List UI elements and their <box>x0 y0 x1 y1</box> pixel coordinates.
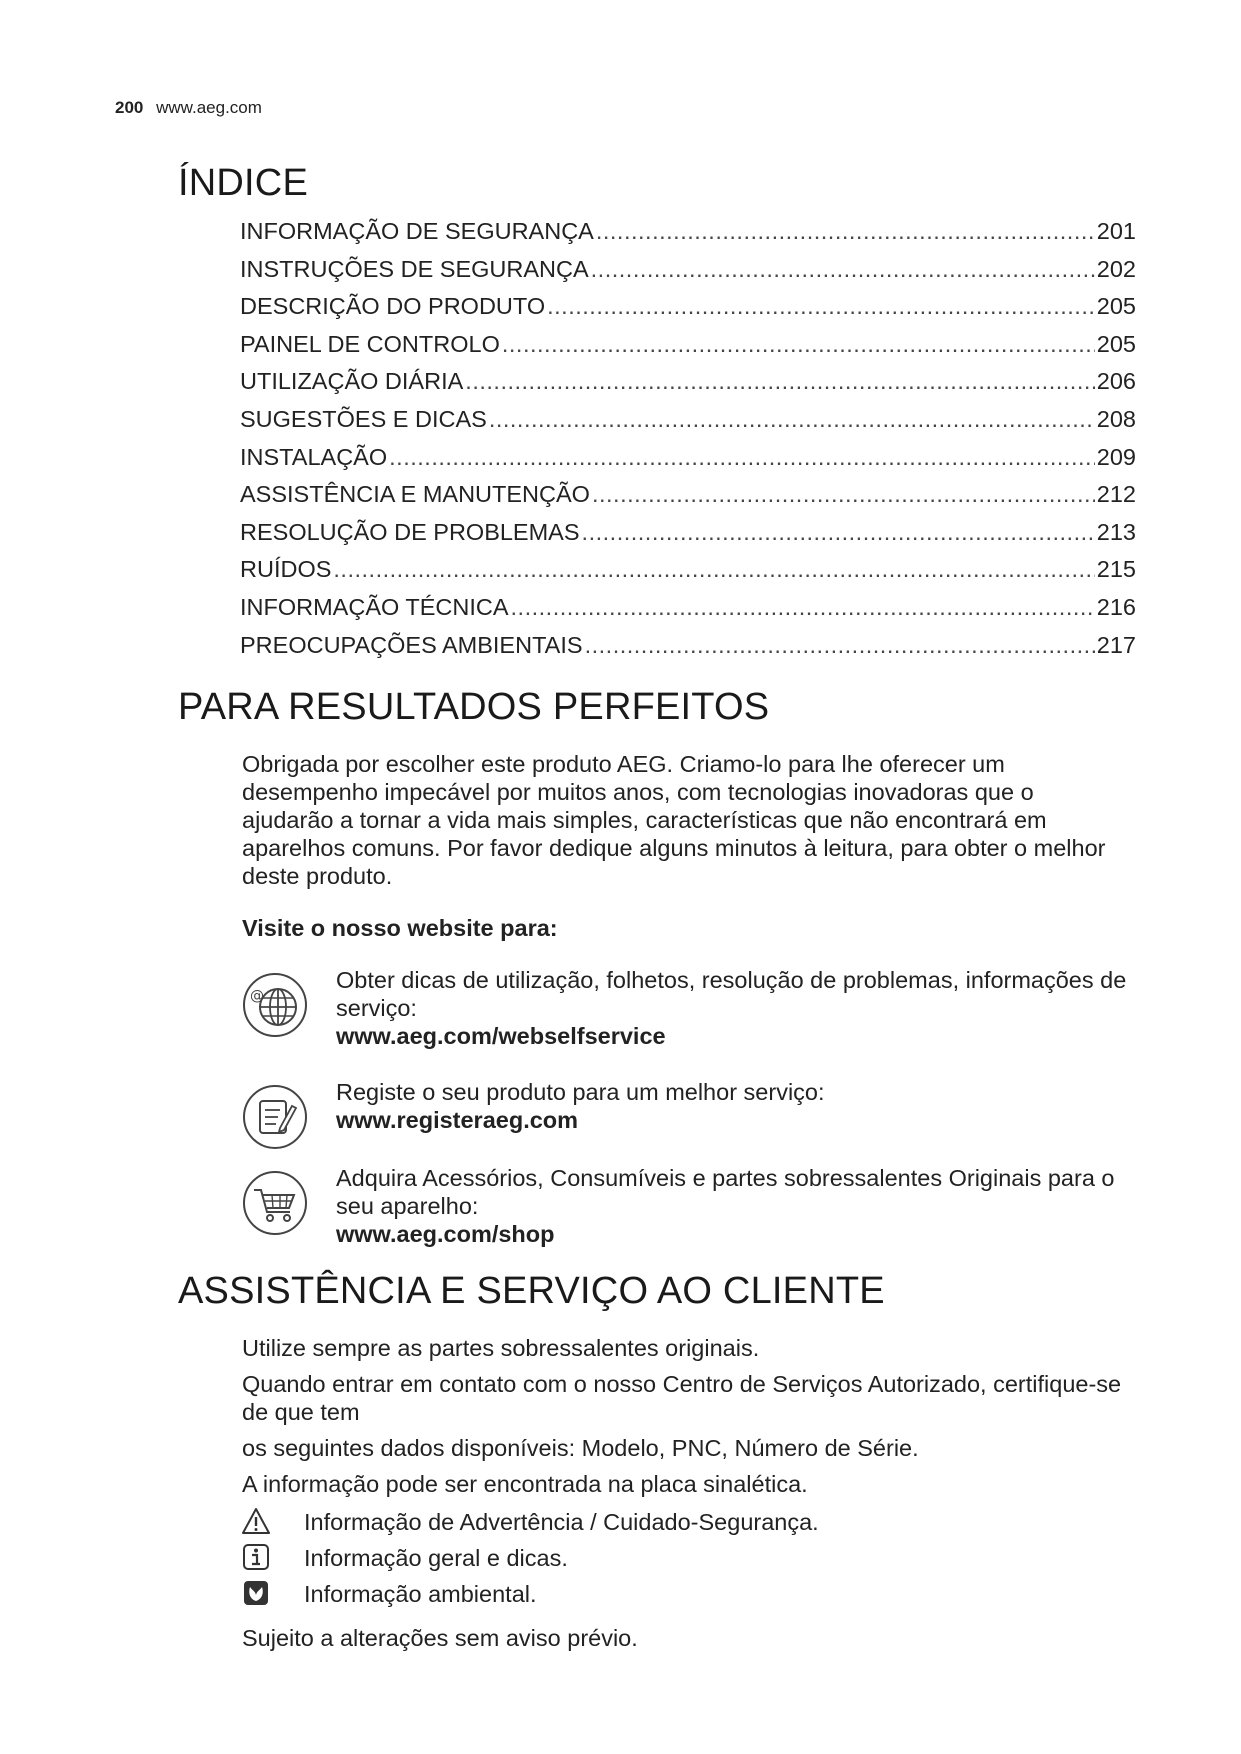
toc-entry-page: 209 <box>1096 443 1136 470</box>
toc-entry-page: 216 <box>1096 593 1136 620</box>
register-icon <box>242 1084 308 1150</box>
webselfservice-link[interactable]: www.aeg.com/webselfservice <box>336 1023 666 1049</box>
toc-entry-label: ASSISTÊNCIA E MANUTENÇÃO <box>240 481 590 508</box>
toc-entry-label: INFORMAÇÃO TÉCNICA <box>240 593 509 620</box>
toc-entry-page: 213 <box>1096 518 1136 545</box>
toc-leader-dots <box>596 218 1095 245</box>
section-title-service: ASSISTÊNCIA E SERVIÇO AO CLIENTE <box>178 1270 885 1312</box>
web-item-text: Obter dicas de utilização, folhetos, resolução de problemas, informações de serviço: <box>336 967 1127 1021</box>
symbol-text: Informação geral e dicas. <box>304 1545 568 1571</box>
toc-leader-dots <box>389 444 1095 471</box>
toc-entry-page: 206 <box>1096 368 1136 395</box>
toc-entry-page: 205 <box>1096 293 1136 320</box>
toc-leader-dots <box>333 556 1094 583</box>
page-number: 200 <box>115 98 144 117</box>
visit-heading: Visite o nosso website para: <box>242 915 558 941</box>
service-line: os seguintes dados disponíveis: Modelo, PNC, Número de Série. <box>242 1435 919 1461</box>
toc-entry-page: 212 <box>1096 481 1136 508</box>
toc-entry-label: UTILIZAÇÃO DIÁRIA <box>240 368 464 395</box>
toc-entry[interactable] <box>240 218 1136 256</box>
symbol-text: Informação de Advertência / Cuidado-Segurança. <box>304 1509 819 1535</box>
register-link[interactable]: www.registeraeg.com <box>336 1107 579 1133</box>
table-of-contents <box>240 218 1136 669</box>
info-icon <box>242 1543 270 1571</box>
toc-entry[interactable] <box>240 331 1136 369</box>
toc-entry-label: SUGESTÕES E DICAS <box>240 405 487 432</box>
toc-entry[interactable] <box>240 556 1136 594</box>
toc-entry-page: 217 <box>1096 631 1136 658</box>
toc-entry[interactable] <box>240 594 1136 632</box>
toc-leader-dots <box>511 594 1095 621</box>
toc-entry-label: RUÍDOS <box>240 556 332 583</box>
toc-leader-dots <box>585 632 1095 659</box>
service-line: Quando entrar em contato com o nosso Centro de Serviços Autorizado, certifique-se de que tem <box>242 1371 1122 1425</box>
toc-entry[interactable] <box>240 481 1136 519</box>
toc-entry-page: 201 <box>1096 218 1136 244</box>
section-title-results: PARA RESULTADOS PERFEITOS <box>178 686 770 728</box>
intro-paragraph: Obrigada por escolher este produto AEG. Criamo-lo para lhe oferecer um desempenho impecável por muitos anos, com tecnologias inovadoras que o ajudarão a tornar a vida mais simples, características que não encontrará em aparelhos comuns. Por favor dedique alguns minutos à leitura, para obter o melhor deste produto. <box>242 751 1106 889</box>
toc-title: ÍNDICE <box>178 162 308 204</box>
warning-icon <box>242 1507 270 1535</box>
toc-entry-label: PAINEL DE CONTROLO <box>240 330 500 357</box>
web-item-text: Registe o seu produto para um melhor serviço: <box>336 1079 825 1105</box>
footer-note: Sujeito a alterações sem aviso prévio. <box>242 1625 638 1651</box>
toc-entry-label: INSTALAÇÃO <box>240 443 388 470</box>
shopping-cart-icon <box>242 1170 308 1236</box>
toc-entry[interactable] <box>240 256 1136 294</box>
symbol-text: Informação ambiental. <box>304 1581 537 1607</box>
toc-entry[interactable] <box>240 406 1136 444</box>
toc-leader-dots <box>489 406 1095 433</box>
shop-link[interactable]: www.aeg.com/shop <box>336 1221 555 1247</box>
toc-entry[interactable] <box>240 632 1136 670</box>
toc-entry[interactable] <box>240 368 1136 406</box>
toc-entry-label: INSTRUÇÕES DE SEGURANÇA <box>240 255 589 282</box>
toc-entry-page: 215 <box>1096 556 1136 583</box>
toc-leader-dots <box>591 256 1095 283</box>
svg-text:@: @ <box>250 988 264 1004</box>
header-website: www.aeg.com <box>156 98 262 117</box>
web-item-text: Adquira Acessórios, Consumíveis e partes sobressalentes Originais para o seu aparelho: <box>336 1165 1115 1219</box>
toc-entry-label: RESOLUÇÃO DE PROBLEMAS <box>240 518 580 545</box>
environment-icon <box>242 1579 270 1607</box>
service-line: Utilize sempre as partes sobressalentes originais. <box>242 1335 760 1361</box>
toc-entry-page: 202 <box>1096 255 1136 282</box>
toc-leader-dots <box>592 481 1095 508</box>
page-header <box>115 98 262 118</box>
toc-entry-label: PREOCUPAÇÕES AMBIENTAIS <box>240 631 583 658</box>
toc-entry-label: DESCRIÇÃO DO PRODUTO <box>240 293 546 320</box>
service-line: A informação pode ser encontrada na placa sinalética. <box>242 1471 808 1497</box>
toc-entry-page: 208 <box>1096 405 1136 432</box>
toc-entry[interactable] <box>240 519 1136 557</box>
toc-entry[interactable] <box>240 444 1136 482</box>
toc-entry[interactable] <box>240 293 1136 331</box>
toc-leader-dots <box>502 331 1095 358</box>
toc-entry-page: 205 <box>1096 330 1136 357</box>
toc-entry-label: INFORMAÇÃO DE SEGURANÇA <box>240 218 594 244</box>
toc-leader-dots <box>465 368 1094 395</box>
toc-leader-dots <box>547 293 1095 320</box>
toc-leader-dots <box>582 519 1095 546</box>
globe-icon <box>242 972 308 1038</box>
